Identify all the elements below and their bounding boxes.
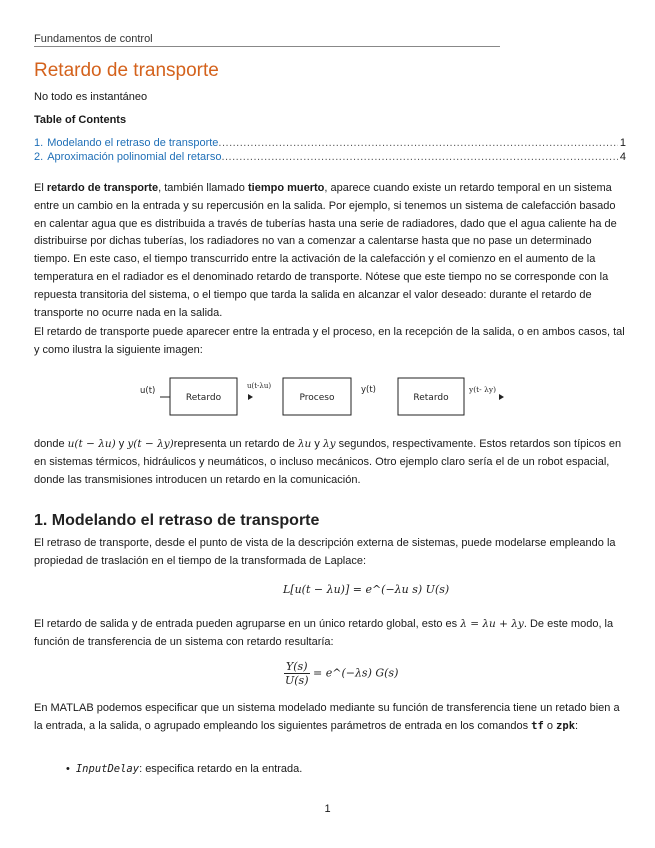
intro-paragraph: [34, 180, 626, 322]
bullet-text: : especifica retardo en la entrada.: [139, 763, 303, 775]
table-of-contents: [34, 137, 626, 165]
term-retardo-transporte: retardo de transporte: [46, 182, 159, 194]
diagram-output-label: y(t- λy): [469, 385, 497, 394]
code-zpk: zpk: [556, 719, 576, 732]
toc-item-link[interactable]: Aproximación polinomial del retarso: [47, 151, 222, 163]
toc-item-aproximacion[interactable]: [34, 151, 626, 165]
math-lambda-y: λy: [322, 438, 336, 450]
block-proceso-label: Proceso: [299, 393, 335, 403]
bullet-dot-icon: •: [66, 763, 70, 775]
body-text: representa un retardo de: [173, 438, 298, 450]
laplace-shift-equation: L[u(t − λu)] = e^(−λu s) U(s): [283, 583, 450, 596]
body-text: . De este modo, la función de transferencia de un sistema con retardo resultaría:: [34, 618, 614, 648]
toc-item-number: 1.: [34, 137, 44, 149]
arrow-head-output: [499, 394, 504, 400]
arrow-head-1: [248, 394, 253, 400]
toc-leader-dots: [218, 137, 617, 149]
intro-text: , aparece cuando existe un retardo temporal en un sistema entre un cambio en la entrada y su repercusión en la salida. Por ejemplo, si tenemos un sistema de calefacción basado en calentar agua que es distribuida a través de tuberías hasta una serie de radiadores, dado que el agua caliente ha de distribuirse por dichas tuberías, los radiadores no van a comenzar a calentarse hasta que no pase un determinado tiempo. En este caso, el tiempo transcurrido entre la activación de la calefacción y el comienzo en el aumento de la temperatura en el radiador es el denominado retardo de transporte. Nótese que este tiempo no se corresponde con la repuesta transitoria del sistema, o el tiempo que tarda la salida en alcanzar el valor deseado: durante el retardo de transporte no ocurre nada en la salida.: [34, 182, 617, 319]
body-text: El retardo de salida y de entrada pueden agruparse en un único retardo global, esto es: [34, 618, 461, 630]
body-text: :: [575, 719, 579, 732]
block-retardo-salida-label: Retardo: [413, 393, 449, 403]
page-subtitle: No todo es instantáneo: [34, 91, 148, 103]
diagram-input-label: u(t): [140, 386, 156, 396]
toc-item-page: 4: [619, 151, 626, 163]
toc-heading: Table of Contents: [34, 114, 127, 126]
toc-item-number: 2.: [34, 151, 44, 163]
body-text: donde: [34, 438, 68, 450]
body-text: y: [115, 438, 128, 450]
math-u-delayed: u(t − λu): [67, 438, 116, 450]
body-text: y: [311, 438, 323, 450]
code-inputdelay: InputDelay: [75, 763, 140, 775]
body-text: o: [543, 719, 557, 732]
toc-item-modelando[interactable]: [34, 137, 626, 151]
term-tiempo-muerto: tiempo muerto: [247, 182, 325, 194]
diagram-signal-u-delayed: u(t-λu): [247, 382, 272, 390]
diagram-signal-y: y(t): [361, 385, 376, 395]
diagram-intro-paragraph: El retardo de transporte puede aparecer entre la entrada y el proceso, en la recepción de la salida, o en ambos casos, tal y como ilustra la siguiente imagen:: [34, 326, 625, 356]
running-header: Fundamentos de control: [34, 33, 500, 47]
math-y-delayed: y(t − λy): [127, 438, 174, 450]
body-text: segundos, respectivamente. Estos retardos son típicos en en sistemas térmicos, hidráulicos y neumáticos, o incluso mecánicos. Otro ejemplo claro sería el de un robot espacial, donde las transmisiones introducen un retardo en la comunicación.: [34, 438, 622, 486]
math-lambda-total: λ = λu + λy: [460, 618, 524, 630]
intro-text: , también llamado: [158, 182, 248, 194]
page-title: Retardo de transporte: [34, 60, 219, 81]
fraction-rhs: = e^(−λs) G(s): [313, 666, 399, 680]
code-tf: tf: [531, 719, 544, 732]
math-lambda-u: λu: [297, 438, 312, 450]
fraction-numerator: Y(s): [286, 660, 308, 673]
toc-item-link[interactable]: Modelando el retraso de transporte: [47, 137, 219, 149]
bullet-inputdelay: [66, 763, 302, 775]
block-diagram: [140, 370, 520, 426]
section1-paragraph-3: [34, 700, 626, 736]
section1-paragraph-2: [34, 616, 626, 652]
toc-item-page: 1: [619, 137, 626, 149]
intro-text: El: [34, 182, 47, 194]
block-retardo-entrada-label: Retardo: [185, 393, 222, 403]
body-text: En MATLAB podemos especificar que un sistema modelado mediante su función de transferencia tiene un retado bien a la entrada, a la salida, o agrupado empleando los siguientes parámetros de entrada en los comandos: [34, 702, 620, 732]
toc-leader-dots: [221, 151, 617, 163]
transfer-fraction: [284, 660, 310, 687]
page-number: 1: [324, 803, 331, 815]
diagram-explanation-paragraph: [34, 436, 626, 489]
section1-paragraph-1: El retraso de transporte, desde el punto de vista de la descripción externa de sistemas, puede modelarse empleando la propiedad de traslación en el tiempo de la transformada de Laplace:: [34, 537, 616, 567]
fraction-denominator: U(s): [285, 674, 309, 687]
transfer-function-equation: [284, 660, 398, 687]
section-heading-1: 1. Modelando el retraso de transporte: [34, 512, 320, 529]
